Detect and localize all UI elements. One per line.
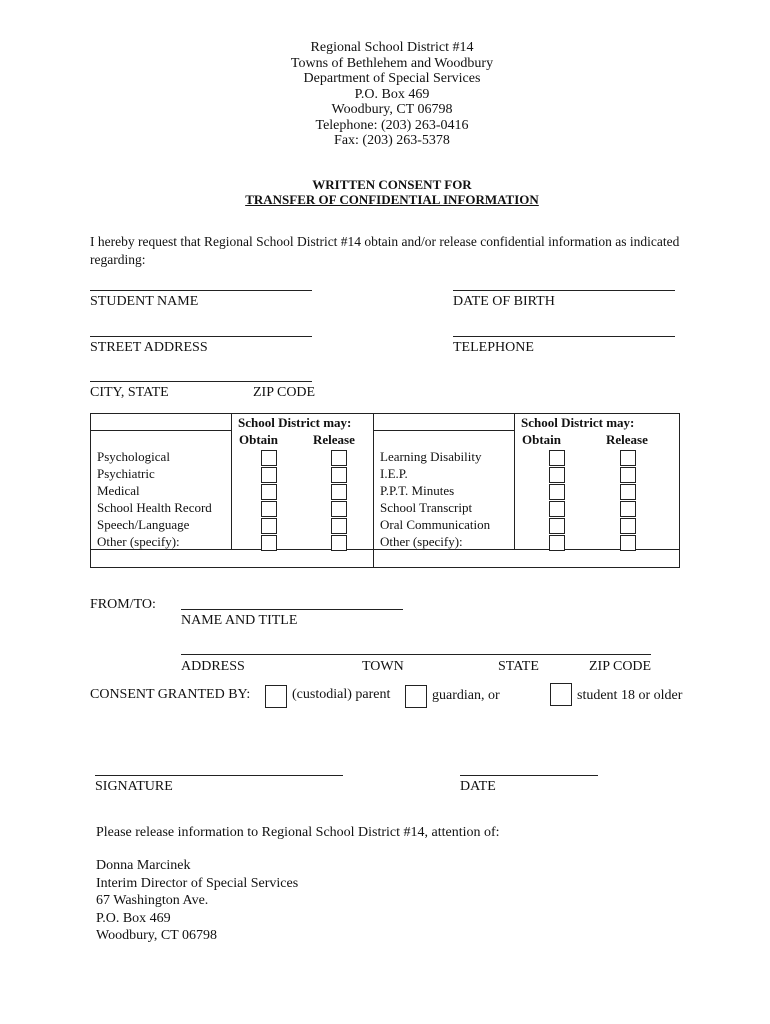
- psychological-release-checkbox[interactable]: [331, 450, 347, 466]
- other-right-obtain-checkbox[interactable]: [549, 535, 565, 551]
- guardian-label: guardian, or: [432, 688, 500, 703]
- telephone-label: TELEPHONE: [453, 340, 534, 355]
- learning-disability-obtain-checkbox[interactable]: [549, 450, 565, 466]
- student-18-checkbox[interactable]: [550, 683, 572, 706]
- contact-address-block: [96, 857, 298, 945]
- po-box: P.O. Box 469: [354, 86, 430, 102]
- ppt-release-checkbox[interactable]: [620, 484, 636, 500]
- transcript-release-checkbox[interactable]: [620, 501, 636, 517]
- name-title-label: NAME AND TITLE: [181, 613, 298, 628]
- zip-code-label: ZIP CODE: [253, 385, 316, 400]
- left-obtain-header: Obtain: [239, 432, 279, 447]
- town-label: TOWN: [362, 659, 404, 674]
- custodial-parent-checkbox[interactable]: [265, 685, 287, 708]
- right-obtain-header: Obtain: [522, 432, 562, 447]
- guardian-checkbox[interactable]: [405, 685, 427, 708]
- speech-obtain-checkbox[interactable]: [261, 518, 277, 534]
- address-label: ADDRESS: [181, 659, 245, 674]
- title-line-1: WRITTEN CONSENT FOR: [312, 177, 472, 192]
- student-18-label: student 18 or older: [577, 688, 683, 703]
- city-state-zip: Woodbury, CT 06798: [331, 102, 453, 117]
- item-ppt-minutes: P.P.T. Minutes: [380, 483, 455, 498]
- custodial-parent-label: (custodial) parent: [292, 687, 391, 702]
- item-other-right: Other (specify):: [380, 534, 463, 549]
- student-name-label: STUDENT NAME: [90, 294, 199, 309]
- district-name: Regional School District #14: [310, 40, 474, 55]
- item-school-health-record: School Health Record: [97, 500, 212, 515]
- date-label: DATE: [460, 779, 496, 794]
- table-divider: [373, 413, 374, 567]
- department-name: Department of Special Services: [303, 71, 481, 86]
- address-field[interactable]: [181, 654, 651, 655]
- other-right-release-checkbox[interactable]: [620, 535, 636, 551]
- medical-obtain-checkbox[interactable]: [261, 484, 277, 500]
- psychiatric-obtain-checkbox[interactable]: [261, 467, 277, 483]
- item-psychological: Psychological: [97, 449, 170, 464]
- name-title-field[interactable]: [181, 609, 403, 610]
- left-release-header: Release: [313, 432, 355, 447]
- right-table-header: School District may:: [521, 415, 635, 430]
- item-learning-disability: Learning Disability: [380, 449, 482, 464]
- student-name-field[interactable]: [90, 290, 312, 291]
- item-speech-language: Speech/Language: [97, 517, 190, 532]
- district-towns: Towns of Bethlehem and Woodbury: [290, 55, 494, 71]
- telephone-field[interactable]: [453, 336, 675, 337]
- item-iep: I.E.P.: [380, 466, 408, 481]
- left-table-header: School District may:: [238, 415, 352, 430]
- left-header-rule: [90, 430, 232, 431]
- medical-release-checkbox[interactable]: [331, 484, 347, 500]
- consent-label: CONSENT GRANTED BY:: [90, 687, 251, 702]
- date-of-birth-label: DATE OF BIRTH: [453, 294, 555, 309]
- city-state-label: CITY, STATE: [90, 385, 169, 400]
- item-medical: Medical: [97, 483, 140, 498]
- health-record-release-checkbox[interactable]: [331, 501, 347, 517]
- signature-label: SIGNATURE: [95, 779, 173, 794]
- city-state-field[interactable]: [90, 381, 312, 382]
- oral-release-checkbox[interactable]: [620, 518, 636, 534]
- form-title: [0, 178, 770, 207]
- date-of-birth-field[interactable]: [453, 290, 675, 291]
- right-col-divider: [514, 413, 515, 549]
- street-address-field[interactable]: [90, 336, 312, 337]
- zip-label: ZIP CODE: [589, 659, 652, 674]
- item-psychiatric: Psychiatric: [97, 466, 155, 481]
- iep-release-checkbox[interactable]: [620, 467, 636, 483]
- psychological-obtain-checkbox[interactable]: [261, 450, 277, 466]
- iep-obtain-checkbox[interactable]: [549, 467, 565, 483]
- right-release-header: Release: [606, 432, 648, 447]
- contact-name: Donna Marcinek: [96, 858, 191, 873]
- street-address-label: STREET ADDRESS: [90, 340, 208, 355]
- telephone-line: Telephone: (203) 263-0416: [315, 117, 469, 133]
- ppt-obtain-checkbox[interactable]: [549, 484, 565, 500]
- right-header-rule: [373, 430, 515, 431]
- contact-city: Woodbury, CT 06798: [96, 928, 217, 943]
- left-col-divider: [231, 413, 232, 549]
- date-field[interactable]: [460, 775, 598, 776]
- transcript-obtain-checkbox[interactable]: [549, 501, 565, 517]
- psychiatric-release-checkbox[interactable]: [331, 467, 347, 483]
- release-to-intro: Please release information to Regional School District #14, attention of:: [96, 825, 500, 840]
- from-to-label: FROM/TO:: [90, 597, 156, 612]
- item-oral-communication: Oral Communication: [380, 517, 491, 532]
- contact-street: 67 Washington Ave.: [96, 893, 209, 908]
- intro-paragraph: I hereby request that Regional School District #14 obtain and/or release confidential information as indicated regarding:: [90, 234, 680, 267]
- contact-title: Interim Director of Special Services: [96, 875, 299, 891]
- state-label: STATE: [498, 659, 539, 674]
- learning-disability-release-checkbox[interactable]: [620, 450, 636, 466]
- letterhead: [0, 40, 770, 149]
- oral-obtain-checkbox[interactable]: [549, 518, 565, 534]
- other-left-obtain-checkbox[interactable]: [261, 535, 277, 551]
- other-left-release-checkbox[interactable]: [331, 535, 347, 551]
- speech-release-checkbox[interactable]: [331, 518, 347, 534]
- signature-field[interactable]: [95, 775, 343, 776]
- item-school-transcript: School Transcript: [380, 500, 473, 515]
- fax-line: Fax: (203) 263-5378: [334, 133, 450, 148]
- health-record-obtain-checkbox[interactable]: [261, 501, 277, 517]
- contact-po-box: P.O. Box 469: [96, 910, 171, 926]
- item-other-left: Other (specify):: [97, 534, 180, 549]
- title-line-2: TRANSFER OF CONFIDENTIAL INFORMATION: [245, 191, 539, 207]
